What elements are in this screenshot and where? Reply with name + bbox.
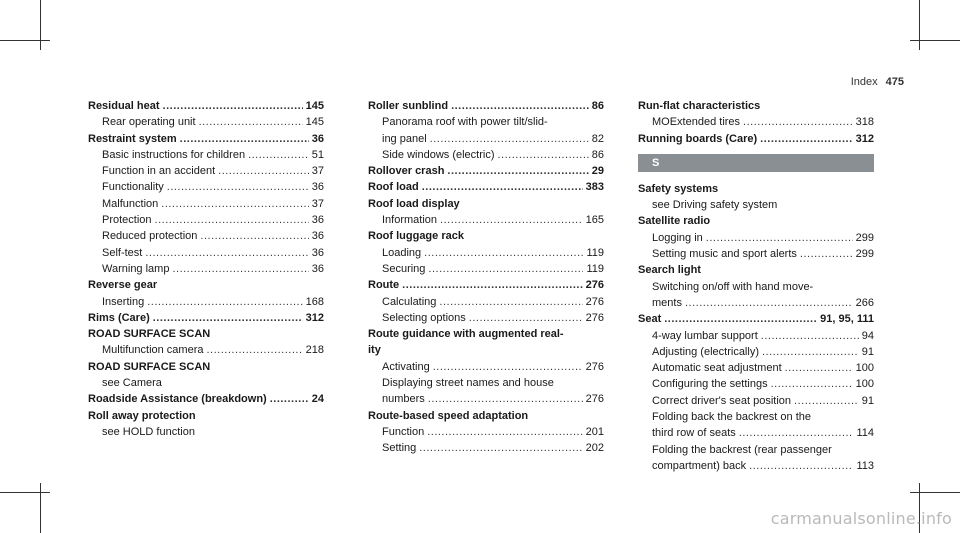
- dot-leader: [161, 196, 308, 212]
- page-ref: 29: [591, 165, 604, 178]
- dot-leader: [800, 246, 853, 262]
- dot-leader: [153, 310, 303, 326]
- dot-leader: [428, 391, 583, 407]
- crop-mark: [0, 40, 50, 41]
- entry-heading-text: Rollover crash: [368, 165, 445, 178]
- dot-leader: [424, 245, 583, 261]
- dot-leader: [147, 294, 302, 310]
- entry-heading-text: ROAD SURFACE SCAN: [88, 360, 211, 373]
- entry-heading-text: ity: [368, 344, 381, 357]
- entry-subitem: [638, 360, 874, 376]
- dot-leader: [706, 230, 853, 246]
- crop-mark: [40, 483, 41, 533]
- entry-subitem-text: third row of seats: [652, 427, 736, 440]
- dot-leader: [433, 359, 583, 375]
- index-entry: [368, 326, 604, 407]
- dot-leader: [428, 261, 583, 277]
- entry-subitem: [638, 279, 874, 295]
- dot-leader: [743, 114, 853, 130]
- entry-subitem: [638, 393, 874, 409]
- entry-heading-text: Search light: [638, 264, 701, 277]
- entry-subitem-text: Panorama roof with power tilt/slid-: [382, 116, 548, 129]
- entry-subitem-text: Information: [382, 214, 438, 227]
- page-header: [851, 76, 904, 88]
- entry-subitem-text: Folding back the backrest on the: [652, 411, 811, 424]
- dot-leader: [167, 179, 309, 195]
- dot-leader: [451, 98, 589, 114]
- page-ref: 299: [855, 248, 874, 261]
- entry-heading: [88, 310, 324, 326]
- index-entry: [88, 391, 324, 407]
- entry-subitem-text: Basic instructions for children: [102, 148, 246, 161]
- entry-subitem: [368, 375, 604, 391]
- entry-subitem-text: Function in an accident: [102, 165, 216, 178]
- dot-leader: [430, 131, 589, 147]
- entry-subitem: [638, 246, 874, 262]
- page-ref: 114: [856, 427, 874, 440]
- entry-subitem: [638, 458, 874, 474]
- entry-heading-text: Reverse gear: [88, 279, 158, 292]
- entry-subitem-text: Self-test: [102, 246, 143, 259]
- page-ref: 276: [585, 279, 604, 292]
- dot-leader: [145, 245, 308, 261]
- index-entry: [88, 310, 324, 326]
- entry-heading-text: Roll away protection: [88, 409, 196, 422]
- entry-heading: [368, 408, 604, 424]
- entry-heading-text: Route: [368, 279, 400, 292]
- entry-heading: [368, 228, 604, 244]
- dot-leader: [207, 342, 303, 358]
- entry-subitem: [88, 163, 324, 179]
- page-ref: 86: [591, 100, 604, 112]
- entry-subitem-text: Setting: [382, 442, 417, 455]
- index-entry: [638, 98, 874, 131]
- dot-leader: [199, 114, 303, 130]
- entry-heading: [368, 326, 604, 342]
- entry-subitem: [638, 114, 874, 130]
- entry-heading: [88, 359, 324, 375]
- crop-mark: [910, 492, 960, 493]
- page-ref: 119: [586, 246, 604, 259]
- entry-subitem: [368, 212, 604, 228]
- entry-heading-text: Restraint system: [88, 132, 177, 145]
- entry-subitem: [88, 375, 324, 391]
- page-ref: 100: [855, 362, 874, 375]
- entry-subitem: [368, 391, 604, 407]
- index-entry: [88, 98, 324, 131]
- entry-heading: [638, 131, 874, 147]
- entry-heading: [88, 98, 324, 114]
- page-ref: 312: [305, 311, 324, 324]
- entry-subitem-text: Configuring the settings: [652, 378, 768, 391]
- entry-subitem-text: Selecting options: [382, 311, 466, 324]
- entry-heading: [88, 131, 324, 147]
- dot-leader: [447, 163, 588, 179]
- entry-heading: [638, 262, 874, 278]
- entry-subitem: [368, 261, 604, 277]
- entry-subitem-text: see Driving safety system: [652, 199, 778, 212]
- entry-heading-text: Roof load display: [368, 197, 460, 210]
- entry-subitem: [88, 294, 324, 310]
- page-ref: 312: [855, 132, 874, 145]
- crop-mark: [40, 0, 41, 50]
- page-ref: 383: [585, 181, 604, 194]
- entry-heading: [368, 98, 604, 114]
- page-ref: 36: [311, 214, 324, 227]
- entry-heading: [368, 179, 604, 195]
- entry-subitem-text: numbers: [382, 393, 425, 406]
- dot-leader: [180, 131, 309, 147]
- entry-subitem-text: Displaying street names and house: [382, 377, 554, 390]
- page-number: 475: [885, 76, 904, 88]
- dot-leader: [427, 424, 582, 440]
- page-ref: 37: [311, 165, 324, 178]
- page-ref: 113: [856, 459, 874, 472]
- entry-subitem: [368, 294, 604, 310]
- entry-subitem-text: see HOLD function: [102, 425, 195, 438]
- dot-leader: [422, 179, 583, 195]
- entry-heading-text: Roof load: [368, 181, 419, 194]
- entry-heading-text: Run-flat characteristics: [638, 100, 761, 112]
- entry-heading-text: Roof luggage rack: [368, 230, 464, 243]
- entry-subitem-text: Warning lamp: [102, 262, 170, 275]
- entry-subitem: [368, 147, 604, 163]
- page-ref: 299: [855, 231, 874, 244]
- dot-leader: [762, 344, 859, 360]
- entry-heading-text: Rims (Care): [88, 311, 150, 324]
- entry-subitem-text: Correct driver's seat position: [652, 394, 792, 407]
- page-ref: 318: [855, 116, 874, 129]
- entry-subitem: [638, 442, 874, 458]
- entry-subitem-text: Folding the backrest (rear passenger: [652, 443, 832, 456]
- entry-heading-text: Route guidance with augmented real-: [368, 328, 564, 341]
- entry-subitem-text: Functionality: [102, 181, 164, 194]
- entry-subitem: [88, 179, 324, 195]
- index-entry: [638, 131, 874, 147]
- page-ref: 91, 95, 111: [820, 313, 874, 326]
- entry-heading: [638, 98, 874, 114]
- page-ref: 276: [585, 311, 604, 324]
- page-ref: 86: [591, 148, 604, 161]
- page-ref: 82: [591, 132, 604, 145]
- entry-heading: [368, 277, 604, 293]
- page-ref: 201: [585, 425, 604, 438]
- page-ref: 36: [311, 230, 324, 243]
- dot-leader: [739, 425, 854, 441]
- entry-subitem: [368, 424, 604, 440]
- dot-leader: [439, 294, 582, 310]
- entry-subitem: [368, 131, 604, 147]
- entry-subitem: [638, 409, 874, 425]
- dot-leader: [664, 311, 817, 327]
- dot-leader: [497, 147, 588, 163]
- entry-subitem-text: Side windows (electric): [382, 148, 495, 161]
- entry-subitem: [368, 440, 604, 456]
- entry-heading: [638, 181, 874, 197]
- dot-leader: [163, 98, 303, 114]
- entry-subitem: [638, 230, 874, 246]
- crop-mark: [910, 40, 960, 41]
- entry-subitem-text: Function: [382, 425, 425, 438]
- index-entry: [88, 408, 324, 441]
- entry-subitem-text: Setting music and sport alerts: [652, 248, 797, 261]
- entry-subitem: [88, 212, 324, 228]
- entry-heading-text: Satellite radio: [638, 215, 711, 228]
- dot-leader: [172, 261, 308, 277]
- dot-leader: [749, 458, 853, 474]
- dot-leader: [761, 328, 859, 344]
- entry-subitem: [88, 228, 324, 244]
- page-ref: 36: [311, 132, 324, 145]
- entry-subitem: [88, 147, 324, 163]
- entry-subitem: [88, 424, 324, 440]
- entry-heading-text: Safety systems: [638, 182, 719, 195]
- entry-heading: [368, 196, 604, 212]
- dot-leader: [785, 360, 853, 376]
- index-column-3: [638, 98, 874, 474]
- entry-subitem-text: Protection: [102, 214, 152, 227]
- page-ref: 145: [305, 100, 324, 112]
- entry-subitem: [638, 344, 874, 360]
- section-title: Index: [850, 76, 878, 88]
- entry-heading: [638, 311, 874, 327]
- entry-heading: [638, 213, 874, 229]
- dot-leader: [760, 131, 852, 147]
- index-entry: [638, 311, 874, 474]
- entry-heading-text: Seat: [638, 313, 662, 326]
- dot-leader: [440, 212, 583, 228]
- entry-subitem: [368, 359, 604, 375]
- index-entry: [88, 359, 324, 392]
- page-ref: 202: [585, 442, 604, 455]
- entry-subitem: [368, 310, 604, 326]
- index-entry: [368, 408, 604, 457]
- dot-leader: [469, 310, 583, 326]
- entry-subitem-text: Adjusting (electrically): [652, 345, 759, 358]
- entry-heading: [368, 163, 604, 179]
- entry-subitem-text: Rear operating unit: [102, 116, 196, 129]
- entry-subitem-text: Loading: [382, 246, 422, 259]
- page-ref: 168: [305, 295, 324, 308]
- index-entry: [88, 277, 324, 310]
- entry-subitem-text: Inserting: [102, 295, 145, 308]
- entry-heading-text: Roller sunblind: [368, 100, 449, 112]
- index-entry: [368, 277, 604, 326]
- index-entry: [368, 163, 604, 179]
- index-column-1: [88, 98, 324, 440]
- page-ref: 37: [311, 197, 324, 210]
- section-letter: S: [638, 154, 874, 172]
- page-ref: 266: [855, 296, 874, 309]
- entry-subitem-text: Securing: [382, 262, 426, 275]
- page-ref: 91: [861, 345, 874, 358]
- entry-subitem-text: see Camera: [102, 377, 162, 390]
- index-entry: [368, 196, 604, 229]
- entry-subitem: [88, 196, 324, 212]
- entry-subitem: [638, 295, 874, 311]
- entry-subitem: [88, 114, 324, 130]
- watermark: carmanualsonline.info: [770, 509, 952, 528]
- page-ref: 276: [585, 360, 604, 373]
- entry-heading: [368, 342, 604, 358]
- page-ref: 51: [311, 148, 324, 161]
- index-column-2: [368, 98, 604, 457]
- entry-subitem: [638, 425, 874, 441]
- entry-subitem-text: compartment) back: [652, 459, 747, 472]
- dot-leader: [402, 277, 582, 293]
- page-ref: 100: [855, 378, 874, 391]
- entry-subitem-text: 4-way lumbar support: [652, 329, 758, 342]
- dot-leader: [155, 212, 309, 228]
- entry-subitem-text: ing panel: [382, 132, 427, 145]
- entry-heading: [88, 326, 324, 342]
- entry-subitem-text: ments: [652, 296, 682, 309]
- page-ref: 91: [861, 394, 874, 407]
- page-ref: 165: [585, 214, 604, 227]
- dot-leader: [794, 393, 859, 409]
- index-entry: [88, 131, 324, 278]
- entry-heading: [88, 277, 324, 293]
- entry-heading: [88, 408, 324, 424]
- entry-subitem: [638, 376, 874, 392]
- page-ref: 119: [586, 262, 604, 275]
- index-entry: [638, 262, 874, 311]
- entry-subitem-text: Malfunction: [102, 197, 159, 210]
- dot-leader: [270, 391, 309, 407]
- index-entry: [88, 326, 324, 359]
- entry-heading: [88, 391, 324, 407]
- dot-leader: [685, 295, 853, 311]
- entry-subitem: [368, 245, 604, 261]
- page-ref: 36: [311, 246, 324, 259]
- entry-subitem-text: Automatic seat adjustment: [652, 362, 782, 375]
- page-ref: 276: [585, 393, 604, 406]
- entry-heading-text: Residual heat: [88, 100, 160, 112]
- entry-subitem: [88, 261, 324, 277]
- crop-mark: [919, 0, 920, 50]
- dot-leader: [771, 376, 853, 392]
- page-ref: 94: [861, 329, 874, 342]
- index-entry: [638, 213, 874, 262]
- entry-heading-text: Running boards (Care): [638, 132, 758, 145]
- entry-subitem-text: Reduced protection: [102, 230, 198, 243]
- index-entry: [368, 98, 604, 163]
- index-entry: [368, 228, 604, 277]
- page-ref: 36: [311, 262, 324, 275]
- entry-subitem: [88, 342, 324, 358]
- entry-subitem-text: Switching on/off with hand move-: [652, 280, 814, 293]
- entry-subitem-text: MOExtended tires: [652, 116, 741, 129]
- entry-subitem: [368, 114, 604, 130]
- entry-subitem: [638, 328, 874, 344]
- entry-subitem: [88, 245, 324, 261]
- page-ref: 24: [311, 393, 324, 406]
- entry-heading-text: Route-based speed adaptation: [368, 409, 529, 422]
- entry-subitem-text: Activating: [382, 360, 430, 373]
- page-ref: 36: [311, 181, 324, 194]
- dot-leader: [248, 147, 309, 163]
- dot-leader: [218, 163, 309, 179]
- page-ref: 218: [305, 344, 324, 357]
- dot-leader: [200, 228, 308, 244]
- entry-heading-text: ROAD SURFACE SCAN: [88, 328, 211, 341]
- crop-mark: [0, 492, 50, 493]
- entry-subitem-text: Logging in: [652, 231, 703, 244]
- page-ref: 276: [585, 295, 604, 308]
- entry-subitem-text: Multifunction camera: [102, 344, 204, 357]
- entry-heading-text: Roadside Assistance (breakdown): [88, 393, 267, 406]
- index-entry: [368, 179, 604, 195]
- entry-subitem-text: Calculating: [382, 295, 437, 308]
- dot-leader: [419, 440, 582, 456]
- index-entry: [638, 181, 874, 214]
- entry-subitem: [638, 197, 874, 213]
- page-ref: 145: [305, 116, 324, 129]
